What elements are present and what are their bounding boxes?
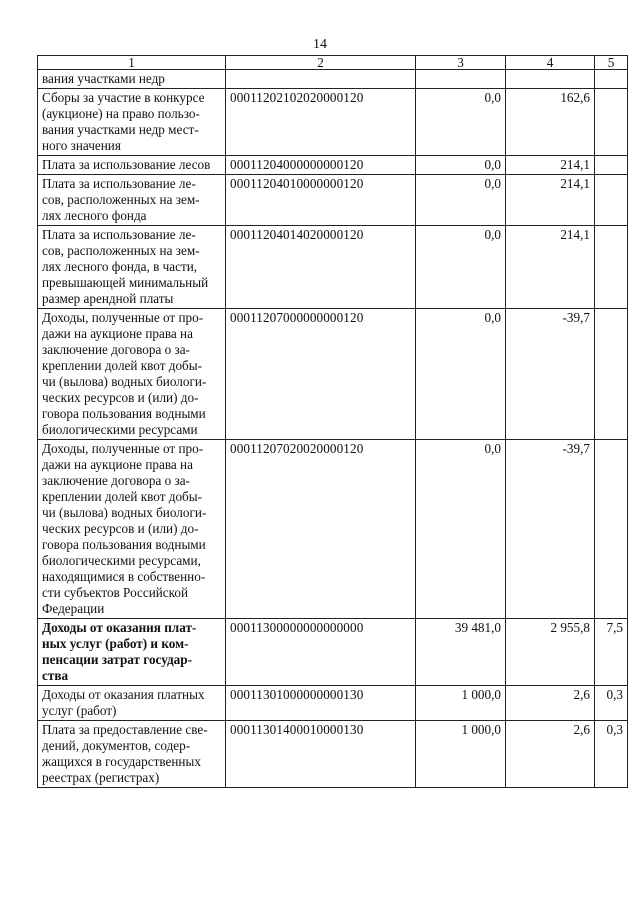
row-name-line: Доходы от оказания плат-	[42, 620, 197, 635]
row-col4-cell: 214,1	[506, 226, 595, 309]
table-header-row	[38, 56, 628, 70]
table-row	[38, 309, 628, 440]
row-col4-cell: 2 955,8	[506, 619, 595, 686]
row-col5-cell	[595, 226, 628, 309]
row-name-line: (аукционе) на право пользо-	[42, 106, 200, 121]
row-name-line: Плата за использование ле-	[42, 176, 196, 191]
table-row	[38, 686, 628, 721]
row-col5-cell	[595, 309, 628, 440]
table-row	[38, 175, 628, 226]
row-name-line: лях лесного фонда, в части,	[42, 259, 198, 274]
row-col4-cell: 162,6	[506, 89, 595, 156]
row-name-line: реестрах (регистрах)	[42, 770, 160, 785]
row-name-line: Доходы, полученные от про-	[42, 310, 204, 325]
row-col3-cell: 0,0	[416, 89, 506, 156]
row-col5-cell	[595, 156, 628, 175]
row-col5-cell	[595, 70, 628, 89]
row-name-cell	[38, 440, 226, 619]
row-name-line: ного значения	[42, 138, 121, 153]
row-code-cell: 00011204000000000120	[226, 156, 416, 175]
row-col3-cell: 39 481,0	[416, 619, 506, 686]
row-name-cell	[38, 309, 226, 440]
row-col4-cell	[506, 70, 595, 89]
row-code-cell: 00011301400010000130	[226, 721, 416, 788]
row-name-line: жащихся в государственных	[42, 754, 201, 769]
row-name-line: Федерации	[42, 601, 105, 616]
row-name-line: биологическими ресурсами	[42, 422, 198, 437]
row-col3-cell	[416, 70, 506, 89]
row-code-cell: 00011207000000000120	[226, 309, 416, 440]
row-code-cell: 00011202102020000120	[226, 89, 416, 156]
row-code-cell: 00011300000000000000	[226, 619, 416, 686]
row-name-line: ческих ресурсов и (или) до-	[42, 521, 199, 536]
row-name-line: дажи на аукционе права на	[42, 326, 193, 341]
row-name-line: Плата за использование ле-	[42, 227, 196, 242]
row-col4-cell: -39,7	[506, 309, 595, 440]
row-name-line: лях лесного фонда	[42, 208, 147, 223]
row-col4-cell: 214,1	[506, 156, 595, 175]
row-name-line: пенсации затрат государ-	[42, 652, 192, 667]
row-col3-cell: 0,0	[416, 440, 506, 619]
table-row	[38, 619, 628, 686]
row-name-line: заключение договора о за-	[42, 342, 190, 357]
row-name-line: находящимися в собственно-	[42, 569, 206, 584]
row-col3-cell: 0,0	[416, 226, 506, 309]
column-header-2: 2	[226, 56, 416, 70]
row-name-cell	[38, 619, 226, 686]
row-code-cell: 00011207020020000120	[226, 440, 416, 619]
row-col3-cell: 0,0	[416, 309, 506, 440]
row-col5-cell	[595, 89, 628, 156]
row-name-line: дажи на аукционе права на	[42, 457, 193, 472]
row-col3-cell: 0,0	[416, 175, 506, 226]
row-col5-cell: 0,3	[595, 721, 628, 788]
row-name-line: сов, расположенных на зем-	[42, 192, 200, 207]
row-name-line: креплении долей квот добы-	[42, 358, 203, 373]
row-col3-cell: 1 000,0	[416, 686, 506, 721]
row-name-line: ных услуг (работ) и ком-	[42, 636, 189, 651]
row-name-line: Плата за предоставление све-	[42, 722, 208, 737]
row-name-line: Плата за использование лесов	[42, 157, 211, 172]
row-name-line: ства	[42, 668, 69, 683]
row-name-cell	[38, 156, 226, 175]
row-col5-cell: 7,5	[595, 619, 628, 686]
column-header-4: 4	[506, 56, 595, 70]
row-name-line: биологическими ресурсами,	[42, 553, 201, 568]
column-header-1: 1	[38, 56, 226, 70]
row-name-line: Доходы, полученные от про-	[42, 441, 204, 456]
row-name-line: сов, расположенных на зем-	[42, 243, 200, 258]
row-name-line: говора пользования водными	[42, 406, 206, 421]
row-name-line: ческих ресурсов и (или) до-	[42, 390, 199, 405]
row-name-line: говора пользования водными	[42, 537, 206, 552]
row-code-cell: 00011301000000000130	[226, 686, 416, 721]
row-name-line: креплении долей квот добы-	[42, 489, 203, 504]
column-header-3: 3	[416, 56, 506, 70]
row-name-line: чи (вылова) водных биологи-	[42, 505, 207, 520]
row-name-cell	[38, 226, 226, 309]
table-row	[38, 156, 628, 175]
row-name-cell	[38, 721, 226, 788]
row-code-cell: 00011204014020000120	[226, 226, 416, 309]
row-name-line: размер арендной платы	[42, 291, 174, 306]
row-col5-cell	[595, 175, 628, 226]
row-col4-cell: -39,7	[506, 440, 595, 619]
table-row	[38, 89, 628, 156]
row-col4-cell: 2,6	[506, 686, 595, 721]
row-name-cell	[38, 70, 226, 89]
row-code-cell	[226, 70, 416, 89]
row-col4-cell: 2,6	[506, 721, 595, 788]
column-header-5: 5	[595, 56, 628, 70]
row-name-line: услуг (работ)	[42, 703, 117, 718]
table-row	[38, 721, 628, 788]
row-name-line: Сборы за участие в конкурсе	[42, 90, 205, 105]
row-name-line: вания участками недр	[42, 71, 165, 86]
page-number: 14	[313, 37, 327, 52]
row-name-cell	[38, 175, 226, 226]
row-name-line: превышающей минимальный	[42, 275, 209, 290]
row-col4-cell: 214,1	[506, 175, 595, 226]
table-row	[38, 226, 628, 309]
row-name-line: сти субъектов Российской	[42, 585, 189, 600]
row-name-line: дений, документов, содер-	[42, 738, 191, 753]
table-row	[38, 440, 628, 619]
row-name-line: вания участками недр мест-	[42, 122, 199, 137]
row-col5-cell	[595, 440, 628, 619]
row-name-line: заключение договора о за-	[42, 473, 190, 488]
row-name-line: Доходы от оказания платных	[42, 687, 205, 702]
row-name-line: чи (вылова) водных биологи-	[42, 374, 207, 389]
row-col5-cell: 0,3	[595, 686, 628, 721]
row-name-cell	[38, 89, 226, 156]
row-col3-cell: 1 000,0	[416, 721, 506, 788]
table-row	[38, 70, 628, 89]
row-code-cell: 00011204010000000120	[226, 175, 416, 226]
row-col3-cell: 0,0	[416, 156, 506, 175]
row-name-cell	[38, 686, 226, 721]
budget-table	[37, 55, 628, 788]
